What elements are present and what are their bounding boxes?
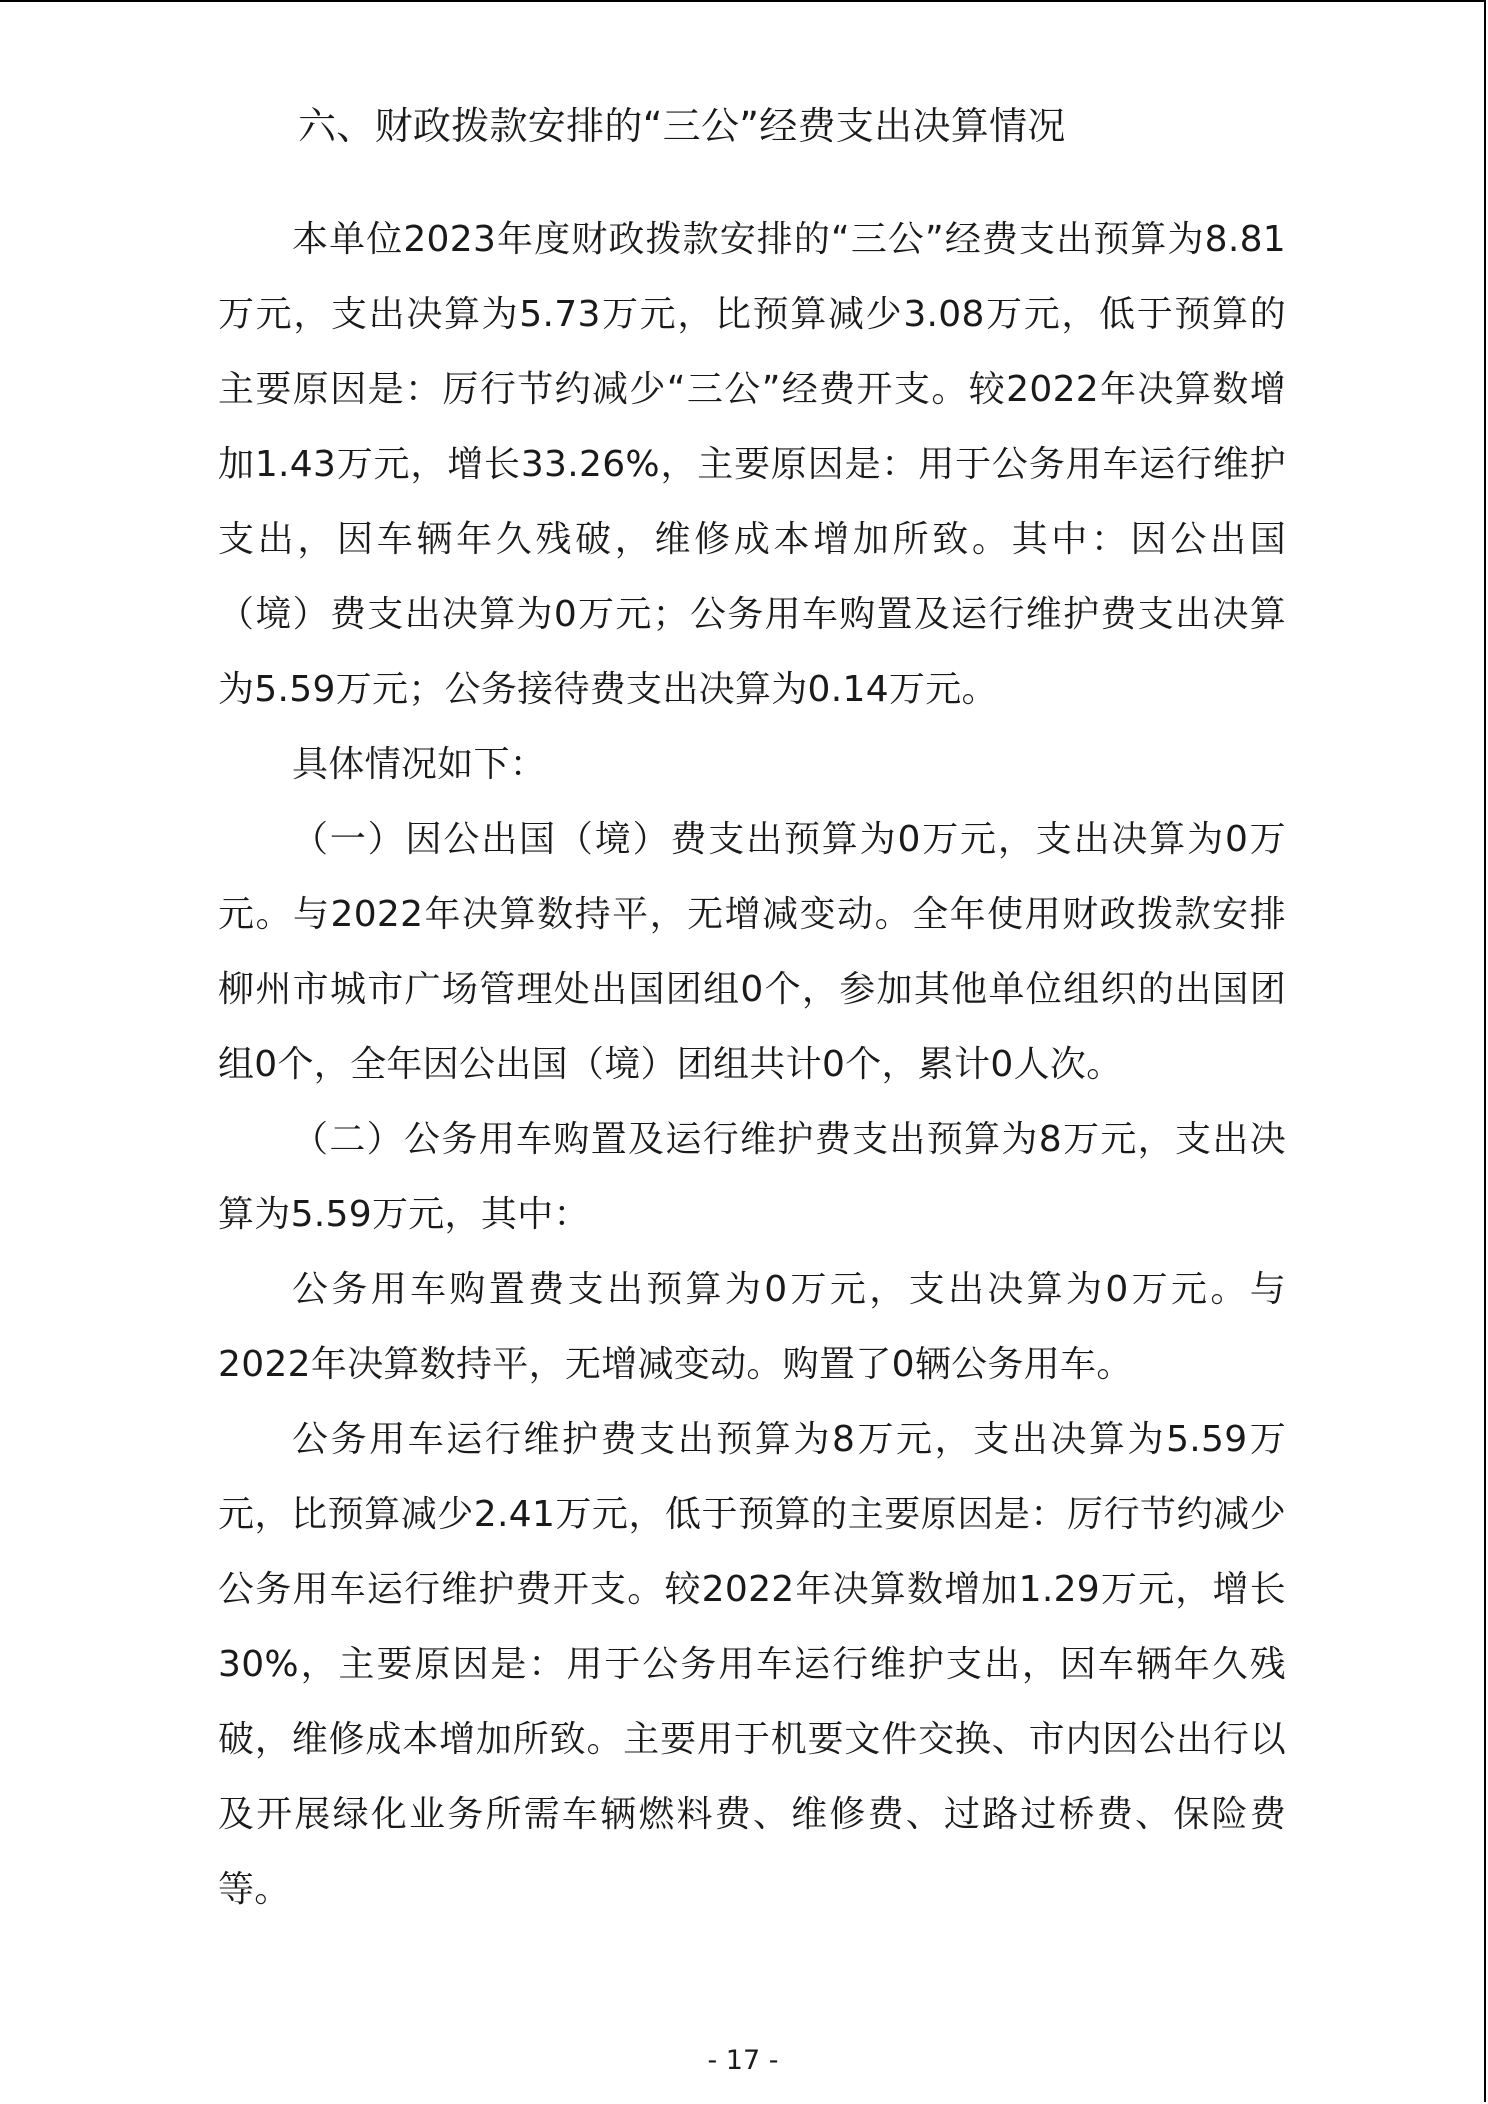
paragraph-vehicle-purchase: 公务用车购置费支出预算为0万元，支出决算为0万元。与2022年决算数持平，无增减变动。购置了0辆公务用车。 (218, 1269, 1286, 1385)
paragraph-overseas-travel: （一）因公出国（境）费支出预算为0万元，支出决算为0万元。与2022年决算数持平，无增减变动。全年使用财政拨款安排柳州市城市广场管理处出国团组0个，参加其他单位组织的出国团组0个，全年因公出国（境）团组共计0个，累计0人次。 (218, 819, 1286, 1085)
page-number: - 17 - (707, 2045, 779, 2076)
paragraph-intro: 具体情况如下： (292, 744, 547, 785)
paragraph-summary: 本单位2023年度财政拨款安排的“三公”经费支出预算为8.81万元，支出决算为5.73万元，比预算减少3.08万元，低于预算的主要原因是：厉行节约减少“三公”经费开支。较2022年决算数增加1.43万元，增长33.26%，主要原因是：用于公务用车运行维护支出，因车辆年久残破，维修成本增加所致。其中：因公出国（境）费支出决算为0万元；公务用车购置及运行维护费支出决算为5.59万元；公务接待费支出决算为0.14万元。 (218, 219, 1286, 710)
paragraph-vehicle-overview: （二）公务用车购置及运行维护费支出预算为8万元，支出决算为5.59万元，其中： (218, 1119, 1286, 1235)
document-body (218, 98, 1286, 1927)
paragraph-vehicle-maintenance: 公务用车运行维护费支出预算为8万元，支出决算为5.59万元，比预算减少2.41万元，低于预算的主要原因是：厉行节约减少公务用车运行维护费开支。较2022年决算数增加1.29万元，增长30%，主要原因是：用于公务用车运行维护支出，因车辆年久残破，维修成本增加所致。主要用于机要文件交换、市内因公出行以及开展绿化业务所需车辆燃料费、维修费、过路过桥费、保险费等。 (218, 1419, 1286, 1910)
section-heading: 六、财政拨款安排的“三公”经费支出决算情况 (298, 104, 1066, 148)
